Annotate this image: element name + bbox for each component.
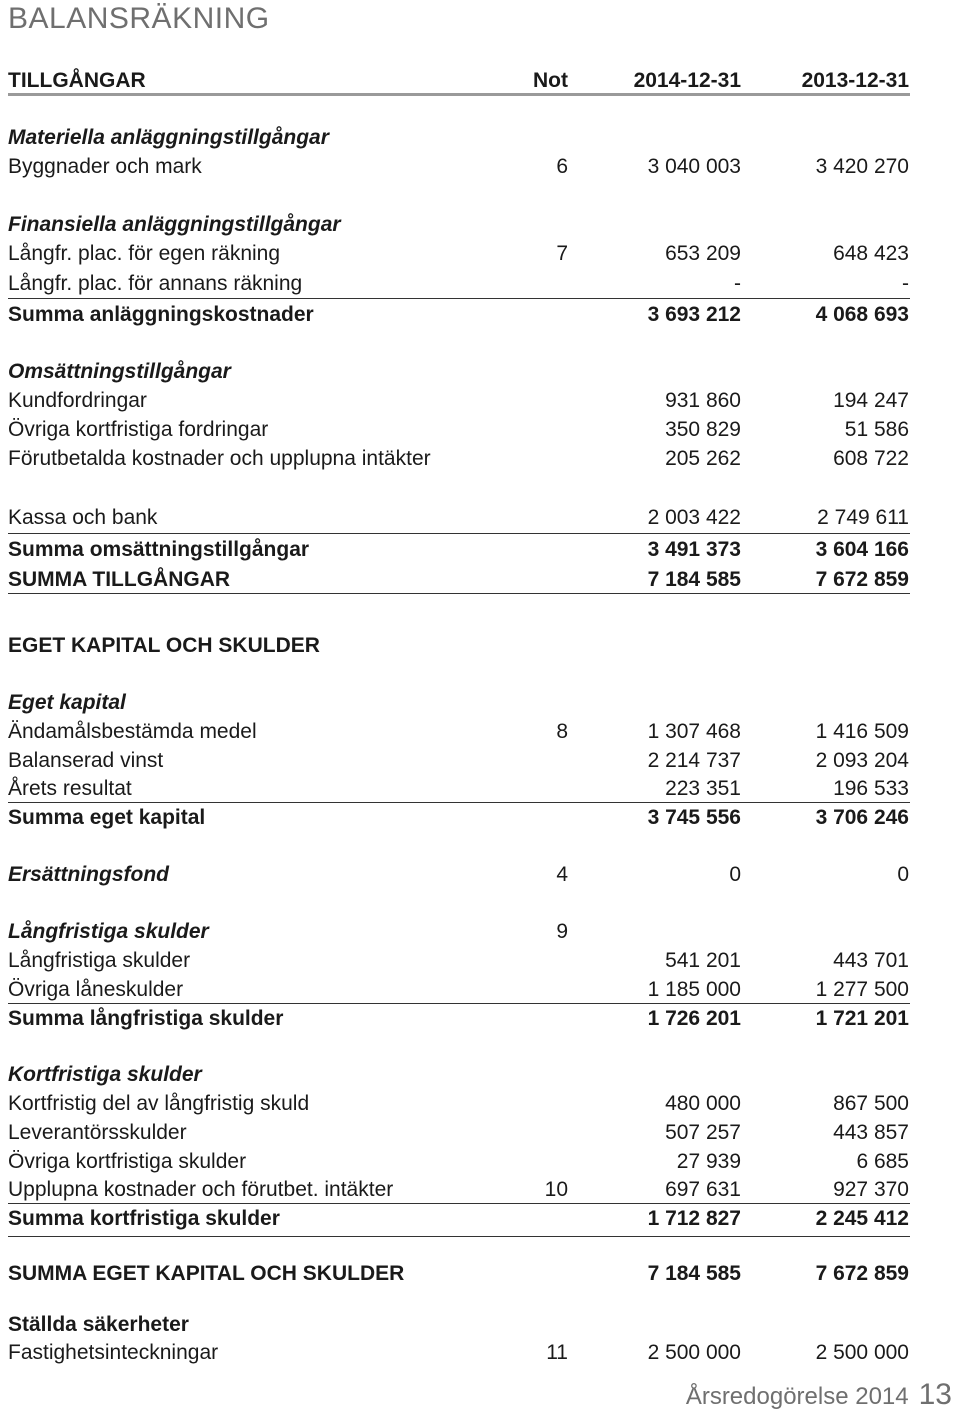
section-heading bbox=[0, 1060, 960, 1090]
total-rule bbox=[8, 593, 910, 594]
table-row bbox=[0, 415, 960, 445]
row-label: Ändamålsbestämda medel bbox=[8, 720, 257, 743]
row-value-2014: 480 000 bbox=[665, 1092, 741, 1115]
row-label: Upplupna kostnader och förutbet. intäkter bbox=[8, 1178, 394, 1201]
row-label: Årets resultat bbox=[8, 777, 132, 800]
table-row bbox=[0, 444, 960, 474]
row-value-2014: 7 184 585 bbox=[647, 568, 741, 591]
row-value-2014: 223 351 bbox=[665, 777, 741, 800]
row-value-2014: 350 829 bbox=[665, 418, 741, 441]
table-row bbox=[0, 152, 960, 182]
row-label: Långfristiga skulder bbox=[8, 949, 191, 972]
table-row bbox=[0, 717, 960, 747]
subtotal-row bbox=[0, 1204, 960, 1234]
row-value-2013: 7 672 859 bbox=[815, 1262, 909, 1285]
row-value-2014: 2 500 000 bbox=[647, 1341, 741, 1364]
row-value-2013: 1 277 500 bbox=[815, 978, 909, 1001]
subtotal-rule bbox=[8, 533, 910, 534]
row-value-2013: 3 420 270 bbox=[815, 155, 909, 178]
row-label: Långfr. plac. för egen räkning bbox=[8, 242, 281, 265]
table-row bbox=[0, 269, 960, 299]
header-label: TILLGÅNGAR bbox=[8, 69, 146, 92]
row-value-2013: 2 093 204 bbox=[815, 749, 909, 772]
row-value-2013: 196 533 bbox=[833, 777, 909, 800]
row-value-2013: 443 701 bbox=[833, 949, 909, 972]
row-value-2013: 2 749 611 bbox=[817, 506, 909, 529]
page-number: 13 bbox=[918, 1378, 952, 1411]
header-not: Not bbox=[533, 69, 568, 92]
section-heading bbox=[0, 917, 960, 947]
subtotal-row bbox=[0, 300, 960, 330]
row-value-2014: - bbox=[734, 272, 741, 295]
row-value-2013: 6 685 bbox=[856, 1150, 909, 1173]
row-value-2014: 653 209 bbox=[665, 242, 741, 265]
row-label: Övriga kortfristiga skulder bbox=[8, 1150, 247, 1173]
row-value-2014: 2 214 737 bbox=[647, 749, 741, 772]
row-value-2013: 927 370 bbox=[833, 1178, 909, 1201]
section-heading bbox=[0, 357, 960, 387]
row-label: Summa kortfristiga skulder bbox=[8, 1207, 280, 1230]
row-value-2014: 3 693 212 bbox=[647, 303, 741, 326]
row-not: 8 bbox=[556, 720, 568, 743]
row-value-2014: 3 040 003 bbox=[647, 155, 741, 178]
row-value-2013: 194 247 bbox=[833, 389, 909, 412]
row-label: Övriga kortfristiga fordringar bbox=[8, 418, 269, 441]
table-row bbox=[0, 503, 960, 533]
row-value-2014: 697 631 bbox=[665, 1178, 741, 1201]
row-value-2014: 931 860 bbox=[665, 389, 741, 412]
row-label: Materiella anläggningstillgångar bbox=[8, 126, 329, 149]
footer-text: Årsredogörelse 2014 bbox=[685, 1383, 909, 1410]
row-value-2014: 7 184 585 bbox=[647, 1262, 741, 1285]
row-label: Ersättningsfond bbox=[8, 863, 169, 886]
subtotal-row bbox=[0, 535, 960, 565]
row-not: 6 bbox=[556, 155, 568, 178]
row-label: SUMMA TILLGÅNGAR bbox=[8, 568, 231, 591]
row-value-2014: 0 bbox=[729, 863, 741, 886]
table-row bbox=[0, 774, 960, 804]
row-value-2013: 2 245 412 bbox=[815, 1207, 909, 1230]
row-label: Eget kapital bbox=[8, 691, 126, 714]
row-label: Kortfristiga skulder bbox=[8, 1063, 202, 1086]
table-row bbox=[0, 239, 960, 269]
table-row bbox=[0, 1147, 960, 1177]
row-value-2013: 608 722 bbox=[833, 447, 909, 470]
row-label: Byggnader och mark bbox=[8, 155, 202, 178]
row-label: Långfr. plac. för annans räkning bbox=[8, 272, 303, 295]
section-heading bbox=[0, 1310, 960, 1340]
subtotal-rule bbox=[8, 298, 910, 299]
row-label: Ställda säkerheter bbox=[8, 1313, 189, 1336]
row-value-2013: 1 416 509 bbox=[815, 720, 909, 743]
row-not: 11 bbox=[546, 1341, 568, 1364]
table-row bbox=[0, 1089, 960, 1119]
row-label: Summa eget kapital bbox=[8, 806, 206, 829]
row-label: Finansiella anläggningstillgångar bbox=[8, 213, 341, 236]
row-value-2013: 3 706 246 bbox=[815, 806, 909, 829]
header-year-2014: 2014-12-31 bbox=[633, 69, 741, 92]
row-not: 9 bbox=[556, 920, 568, 943]
table-header bbox=[0, 66, 960, 96]
section-title bbox=[0, 631, 960, 661]
row-label: SUMMA EGET KAPITAL OCH SKULDER bbox=[8, 1262, 405, 1285]
row-value-2014: 3 491 373 bbox=[647, 538, 741, 561]
row-value-2014: 1 307 468 bbox=[647, 720, 741, 743]
row-value-2013: 3 604 166 bbox=[815, 538, 909, 561]
row-label: Summa långfristiga skulder bbox=[8, 1007, 284, 1030]
row-value-2013: 1 721 201 bbox=[815, 1007, 909, 1030]
table-row bbox=[0, 975, 960, 1005]
row-value-2014: 507 257 bbox=[665, 1121, 741, 1144]
row-value-2013: 443 857 bbox=[833, 1121, 909, 1144]
total-row bbox=[0, 565, 960, 595]
row-label: Fastighetsinteckningar bbox=[8, 1341, 219, 1364]
row-value-2014: 205 262 bbox=[665, 447, 741, 470]
row-value-2014: 27 939 bbox=[676, 1150, 741, 1173]
section-heading bbox=[0, 860, 960, 890]
subtotal-row bbox=[0, 803, 960, 833]
row-value-2014: 3 745 556 bbox=[647, 806, 741, 829]
header-year-2013: 2013-12-31 bbox=[801, 69, 909, 92]
row-value-2014: 1 712 827 bbox=[647, 1207, 741, 1230]
row-not: 4 bbox=[556, 863, 568, 886]
row-value-2014: 1 185 000 bbox=[647, 978, 741, 1001]
row-label: EGET KAPITAL OCH SKULDER bbox=[8, 634, 320, 657]
row-value-2013: 0 bbox=[897, 863, 909, 886]
row-value-2013: 7 672 859 bbox=[815, 568, 909, 591]
section-heading bbox=[0, 123, 960, 153]
page-title: BALANSRÄKNING bbox=[8, 2, 270, 35]
row-not: 7 bbox=[556, 242, 568, 265]
page-footer bbox=[686, 1378, 952, 1412]
row-label: Omsättningstillgångar bbox=[8, 360, 231, 383]
row-label: Förutbetalda kostnader och upplupna intäkter bbox=[8, 447, 431, 470]
row-value-2013: 2 500 000 bbox=[815, 1341, 909, 1364]
total-rule bbox=[8, 1236, 910, 1237]
total-row bbox=[0, 1259, 960, 1289]
row-value-2013: 648 423 bbox=[833, 242, 909, 265]
row-value-2013: 51 586 bbox=[844, 418, 909, 441]
row-label: Summa anläggningskostnader bbox=[8, 303, 314, 326]
table-row bbox=[0, 746, 960, 776]
row-label: Kortfristig del av långfristig skuld bbox=[8, 1092, 310, 1115]
header-rule bbox=[8, 93, 910, 96]
row-label: Kassa och bank bbox=[8, 506, 158, 529]
row-value-2013: 4 068 693 bbox=[815, 303, 909, 326]
section-heading bbox=[0, 688, 960, 718]
row-value-2014: 1 726 201 bbox=[647, 1007, 741, 1030]
section-heading bbox=[0, 210, 960, 240]
table-row bbox=[0, 1338, 960, 1368]
row-value-2013: - bbox=[902, 272, 909, 295]
row-label: Långfristiga skulder bbox=[8, 920, 209, 943]
table-row bbox=[0, 1175, 960, 1205]
row-value-2014: 541 201 bbox=[665, 949, 741, 972]
table-row bbox=[0, 1118, 960, 1148]
row-label: Övriga låneskulder bbox=[8, 978, 184, 1001]
row-value-2014: 2 003 422 bbox=[647, 506, 741, 529]
table-row bbox=[0, 386, 960, 416]
row-label: Summa omsättningstillgångar bbox=[8, 538, 310, 561]
row-label: Balanserad vinst bbox=[8, 749, 164, 772]
row-value-2013: 867 500 bbox=[833, 1092, 909, 1115]
table-row bbox=[0, 946, 960, 976]
row-label: Kundfordringar bbox=[8, 389, 147, 412]
subtotal-row bbox=[0, 1004, 960, 1034]
row-label: Leverantörsskulder bbox=[8, 1121, 187, 1144]
row-not: 10 bbox=[544, 1178, 568, 1201]
